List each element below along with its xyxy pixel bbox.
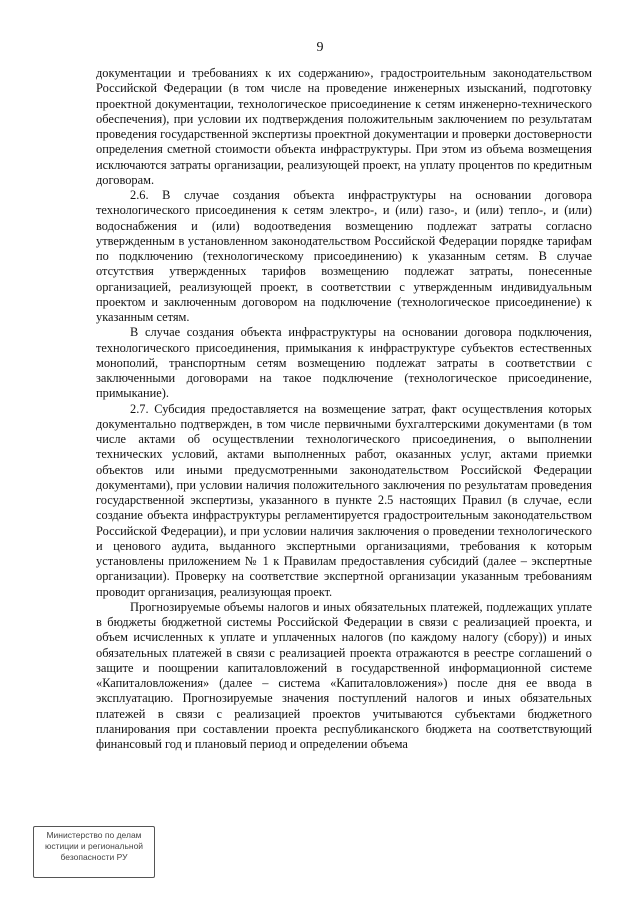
paragraph-2-6: 2.6. В случае создания объекта инфраструктуры на основании договора технологического присоединения к сетям электро-, и (или) газо-, и (или) тепло-, и (или) водоснабжения и (или) водоотведения возмещению подлежат затраты согласно утвержденным в установленном законодательством Российской Федерации порядке тарифам по подключению (технологическому присоединению) к указанным сетям. В случае отсутствия утвержденных тарифов возмещению подлежат затраты, понесенные организацией, реализующей проект, в соответствии с утвержденным индивидуальным проектом и заключенным договором на подключение (технологическое присоединение) к указанным сетям. [96, 188, 592, 324]
page-number: 9 [316, 40, 324, 55]
stamp-line-3: безопасности РУ [60, 852, 128, 862]
paragraph-2-7: 2.7. Субсидия предоставляется на возмещение затрат, факт осуществления которых документально подтвержден, в том числе первичными бухгалтерскими документами (в том числе актами об осуществлении технологического присоединения, о выполнении технических условий, актами выполненных работ, оказанных услуг, актами приемки объектов или иными предусмотренными законодательством Российской Федерации документами), при условии наличия положительного заключения по результатам проведения государственной экспертизы, указанного в пункте 2.5 настоящих Правил (в случае, если создание объекта инфраструктуры регламентируется градостроительным законодательством Российской Федерации), и при условии наличия заключения о проведении технологического и ценового аудита, выданного экспертными организациями, требования к которым установлены приложением № 1 к Правилам предоставления субсидий (далее – экспертные организации). Проверку на соответствие экспертной организации указанным требованиям проводит организация, реализующая проект. [96, 401, 592, 599]
ministry-stamp [33, 826, 155, 878]
paragraph-tax-forecast: Прогнозируемые объемы налогов и иных обязательных платежей, подлежащих уплате в бюджеты бюджетной системы Российской Федерации в связи с реализацией проекта, и объем исчисленных к уплате и уплаченных налогов (по каждому налогу (сбору)) и иных обязательных платежей в связи с реализацией проекта отражаются в реестре соглашений о защите и поощрении капиталовложений в государственной информационной системе «Капиталовложения» (далее – система «Капиталовложения») после дня ее ввода в эксплуатацию. Прогнозируемые значения поступлений налогов и иных обязательных платежей в связи с реализацией проектов учитываются субъектами бюджетного планирования при составлении проекта республиканского бюджета на соответствующий финансовый год и плановый период и определении объема [96, 599, 592, 751]
stamp-line-2: юстиции и региональной [44, 841, 144, 851]
paragraph-continuation: документации и требованиях к их содержанию», градостроительным законодательством Российской Федерации (в том числе на проведение инженерных изысканий, подготовку проектной документации, технологическое присоединение к сетям инженерно-технического обеспечения), при условии их подтверждения положительным заключением по результатам проведения государственной экспертизы проектной документации и проверки достоверности определения сметной стоимости объекта инфраструктуры. При этом из объема возмещения исключаются затраты организации, реализующей проект, на уплату процентов по кредитным договорам. [96, 66, 592, 187]
document-body [96, 66, 592, 752]
paragraph-connection-contract: В случае создания объекта инфраструктуры на основании договора подключения, технологического присоединения, примыкания к инфраструктуре субъектов естественных монополий, транспортным сетям возмещению подлежат затраты в соответствии с заключенными договорами на такое подключение (технологическое присоединение, примыкание). [96, 325, 592, 401]
stamp-line-1: Министерство по делам [46, 830, 142, 840]
